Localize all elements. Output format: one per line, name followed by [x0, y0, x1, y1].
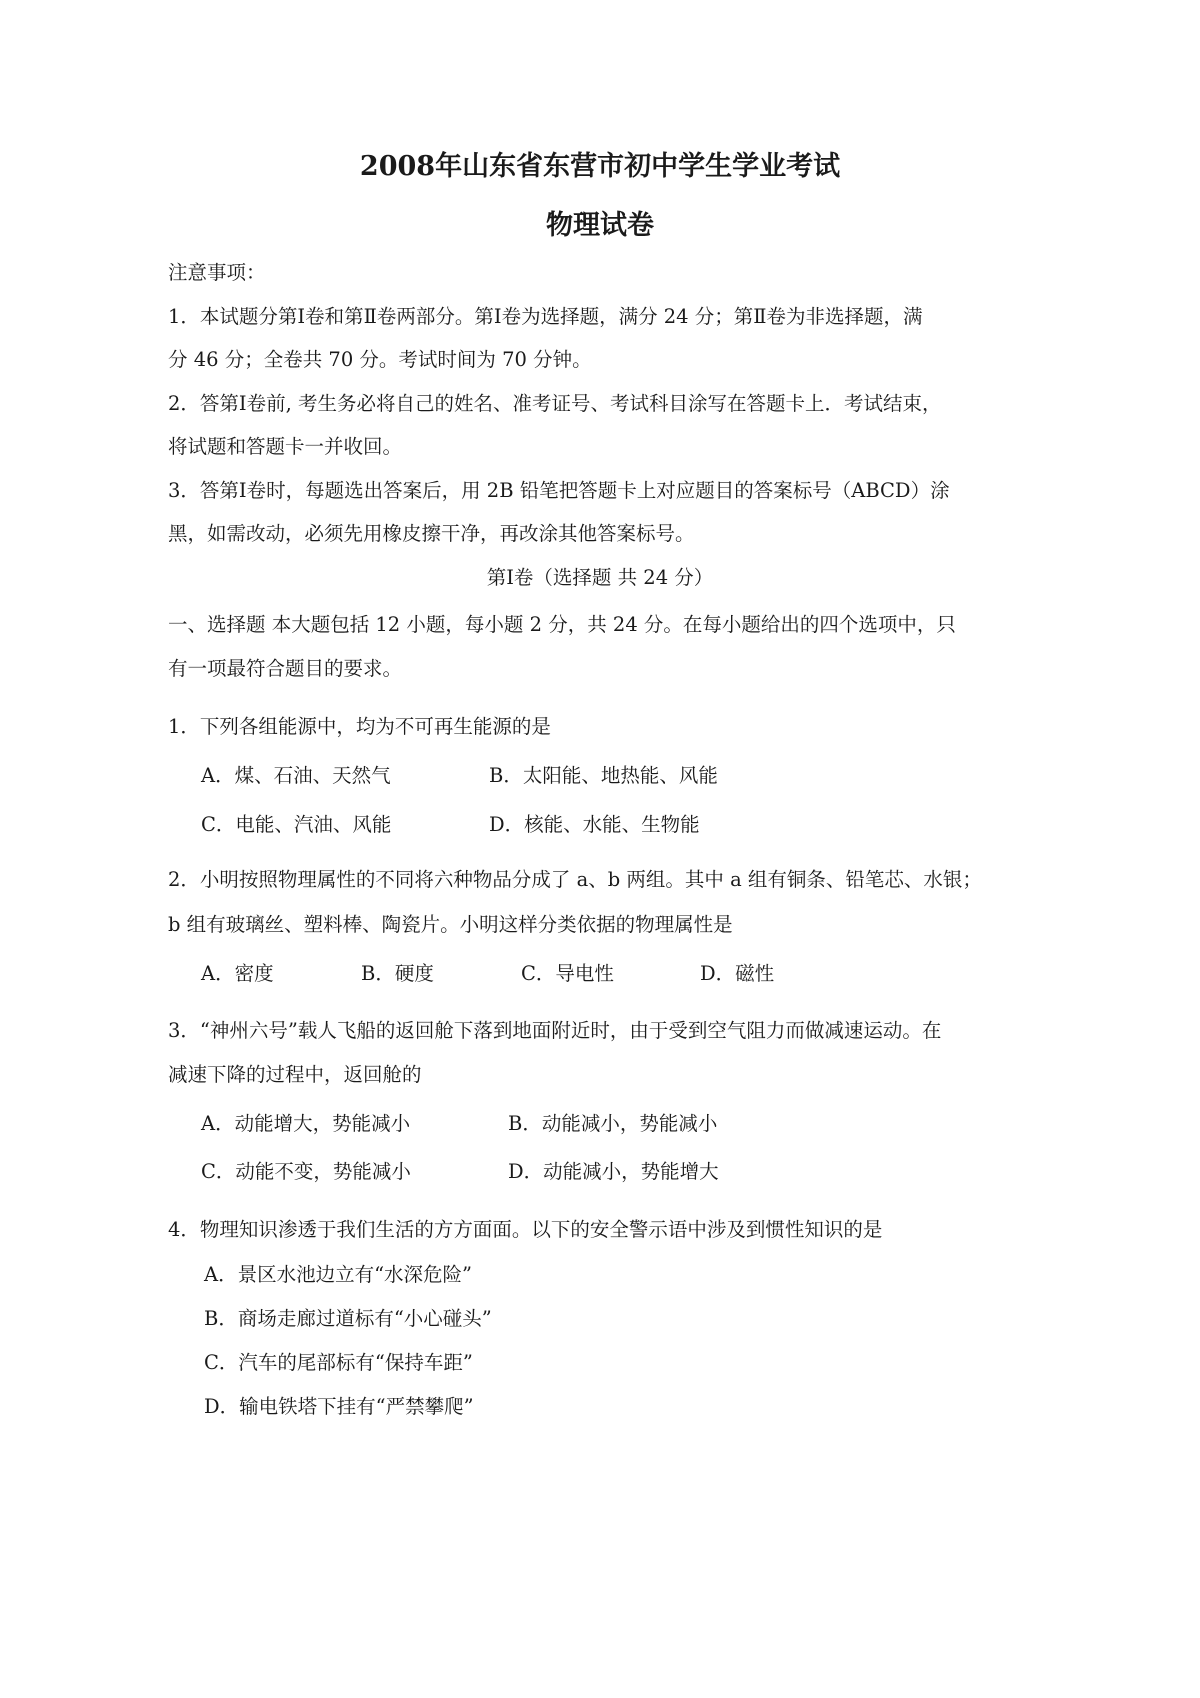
- notice-item-1-line-2: 分 46 分；全卷共 70 分。考试时间为 70 分钟。: [168, 348, 592, 371]
- question-3-option-a: A．动能增大，势能减小: [201, 1112, 411, 1135]
- exam-title: 2008年山东省东营市初中学生学业考试: [359, 151, 841, 182]
- question-2-option-a: A．密度: [201, 962, 274, 985]
- question-4-option-a: A．景区水池边立有“水深危险”: [204, 1263, 473, 1286]
- exam-subtitle: 物理试卷: [546, 210, 654, 241]
- notice-heading: 注意事项：: [168, 261, 266, 284]
- part-1-intro-line-1: 一、选择题 本大题包括 12 小题，每小题 2 分，共 24 分。在每小题给出的四个选项中，只: [168, 613, 956, 636]
- question-4-stem: 4．物理知识渗透于我们生活的方方面面。以下的安全警示语中涉及到惯性知识的是: [168, 1218, 883, 1241]
- notice-item-2-line-2: 将试题和答题卡一并收回。: [168, 435, 403, 458]
- question-3-stem-line-2: 减速下降的过程中，返回舱的: [168, 1063, 422, 1086]
- question-1-option-c: C．电能、汽油、风能: [201, 813, 392, 836]
- notice-item-2-line-1: 2．答第Ⅰ卷前, 考生务必将自己的姓名、准考证号、考试科目涂写在答题卡上．考试结束，: [168, 392, 942, 415]
- notice-item-1-line-1: 1．本试题分第Ⅰ卷和第Ⅱ卷两部分。第Ⅰ卷为选择题，满分 24 分；第Ⅱ卷为非选择题，满: [168, 305, 923, 328]
- question-4-option-b: B．商场走廊过道标有“小心碰头”: [204, 1307, 492, 1330]
- question-2-option-c: C．导电性: [521, 962, 614, 985]
- question-2-option-b: B．硬度: [361, 962, 434, 985]
- question-2-option-d: D．磁性: [700, 962, 775, 985]
- question-2-stem-line-1: 2．小明按照物理属性的不同将六种物品分成了 a、b 两组。其中 a 组有铜条、铅笔芯、水银；: [168, 868, 982, 891]
- question-1-option-d: D．核能、水能、生物能: [489, 813, 700, 836]
- question-1-stem: 1．下列各组能源中，均为不可再生能源的是: [168, 715, 551, 738]
- notice-item-3-line-2: 黑，如需改动，必须先用橡皮擦干净，再改涂其他答案标号。: [168, 522, 695, 545]
- part-1-heading: 第Ⅰ卷（选择题 共 24 分）: [486, 566, 714, 589]
- question-3-option-b: B．动能减小，势能减小: [508, 1112, 718, 1135]
- question-2-stem-line-2: b 组有玻璃丝、塑料棒、陶瓷片。小明这样分类依据的物理属性是: [168, 913, 733, 936]
- question-3-option-c: C．动能不变，势能减小: [201, 1160, 411, 1183]
- question-4-option-d: D．输电铁塔下挂有“严禁攀爬”: [204, 1395, 474, 1418]
- question-1-option-a: A．煤、石油、天然气: [201, 764, 391, 787]
- part-1-intro-line-2: 有一项最符合题目的要求。: [168, 657, 403, 680]
- question-3-option-d: D．动能减小，势能增大: [508, 1160, 719, 1183]
- question-1-option-b: B．太阳能、地热能、风能: [489, 764, 718, 787]
- notice-item-3-line-1: 3．答第Ⅰ卷时，每题选出答案后，用 2B 铅笔把答题卡上对应题目的答案标号（ABCD）涂: [168, 479, 950, 502]
- question-4-option-c: C．汽车的尾部标有“保持车距”: [204, 1351, 473, 1374]
- question-3-stem-line-1: 3．“神州六号”载人飞船的返回舱下落到地面附近时，由于受到空气阻力而做减速运动。在: [168, 1019, 942, 1042]
